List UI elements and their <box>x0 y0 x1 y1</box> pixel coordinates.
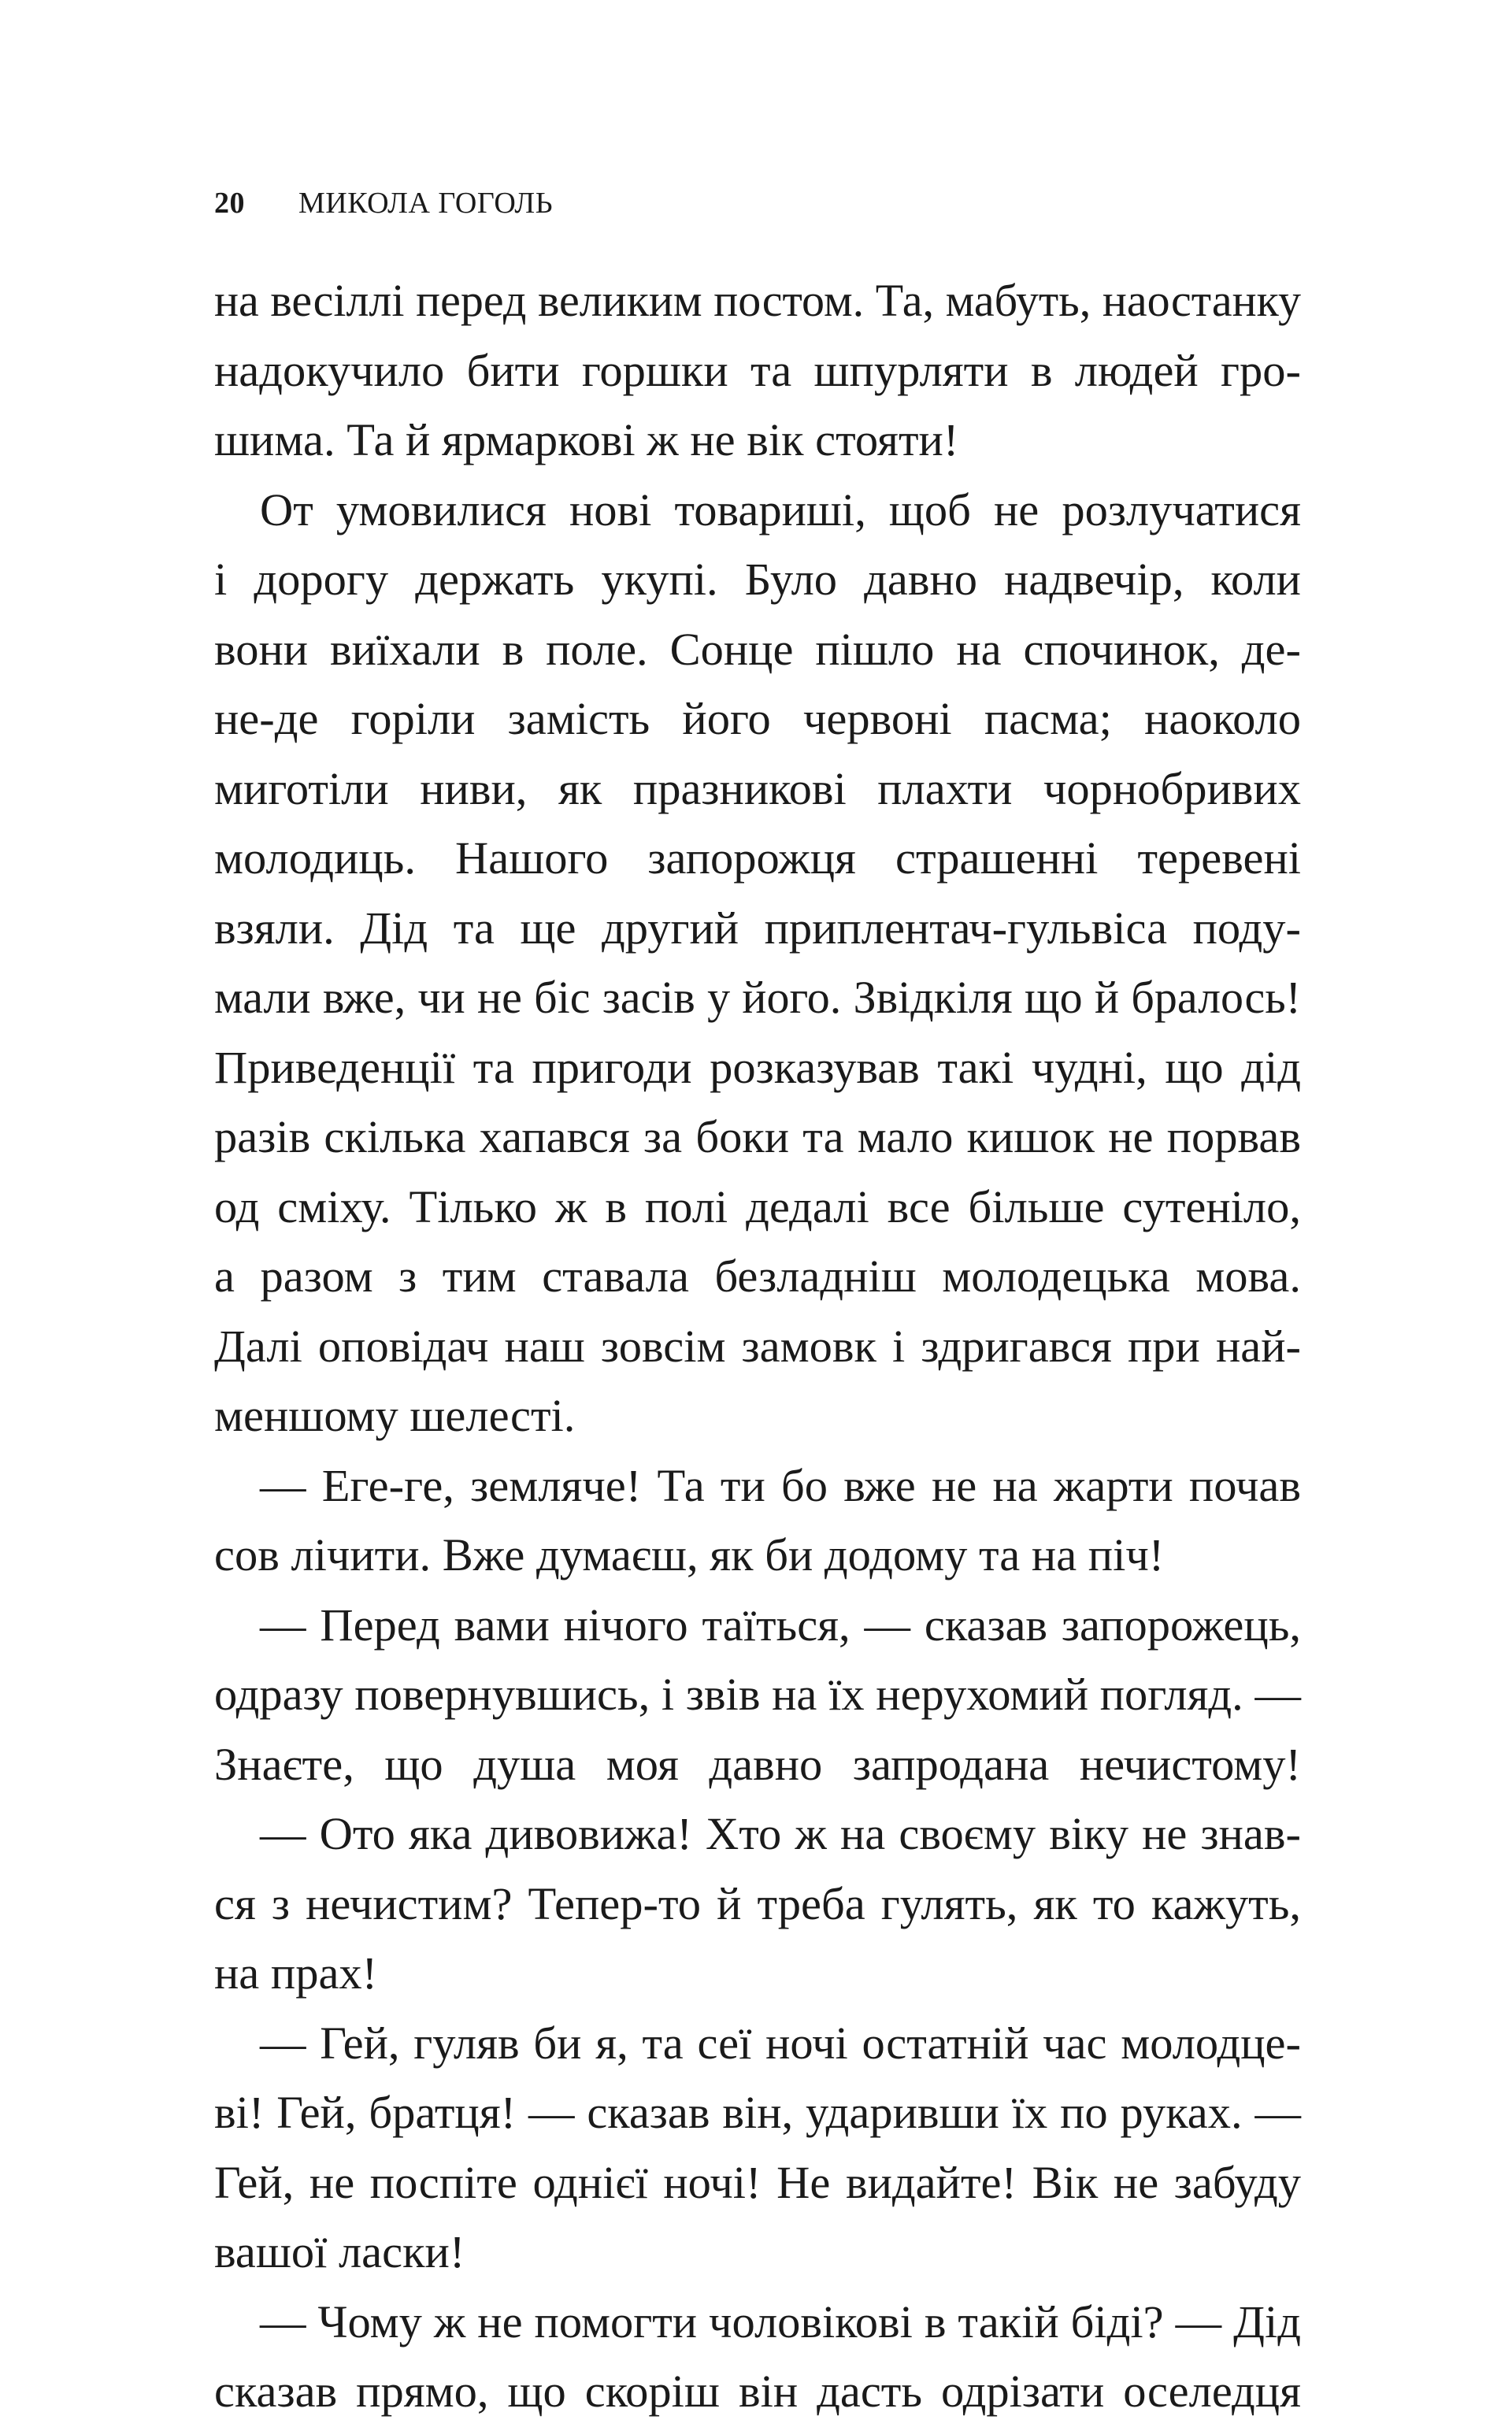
text-line: сов лічити. Вже думаєш, як би додому та на піч! <box>214 1529 1165 1580</box>
text-line: мали вже, чи не біс засів у його. Звідкіля що й бралось! <box>214 972 1301 1023</box>
text-line: миготіли ниви, як празникові плахти чорнобривих <box>214 762 1301 814</box>
text-line: на прах! <box>214 1947 378 1999</box>
text-line: ся з нечистим? Тепер-то й треба гулять, як то кажуть, <box>214 1877 1301 1929</box>
text-line: Приведенції та пригоди розказував такі чудні, що дід <box>214 1041 1301 1093</box>
text-line: меншому шелесті. <box>214 1390 576 1441</box>
text-line: і дорогу держать укупі. Було давно надвечір, коли <box>214 554 1301 605</box>
text-line: молодиць. Нашого запорожця страшенні теревені <box>214 832 1301 884</box>
text-line: вони виїхали в поле. Сонце пішло на спочинок, де- <box>214 623 1301 675</box>
text-line: не-де горіли замість його червоні пасма; наоколо <box>214 693 1301 744</box>
text-line: Знаєте, що душа моя давно запродана нечистому! <box>214 1738 1301 1790</box>
text-line: одразу повернувшись, і звів на їх нерухомий погляд. — <box>214 1669 1301 1720</box>
text-line: — Гей, гуляв би я, та сеї ночі остатній час молодце- <box>260 2017 1301 2069</box>
text-line: надокучило бити горшки та шпурляти в людей гро- <box>214 344 1301 396</box>
body-text <box>214 266 1301 2427</box>
text-line: — Ото яка дивовижа! Хто ж на своєму віку не знав- <box>260 1808 1301 1859</box>
text-line: — Перед вами нічого таїться, — сказав запорожець, <box>260 1599 1301 1651</box>
text-line: сказав прямо, що скоріш він дасть одрізати оселедця <box>214 2366 1301 2417</box>
text-line: разів скілька хапався за боки та мало кишок не порвав <box>214 1111 1301 1162</box>
text-line: ві! Гей, братця! — сказав він, ударивши їх по руках. — <box>214 2087 1301 2138</box>
text-line: взяли. Дід та ще другий приплентач-гульвіса поду- <box>214 902 1301 954</box>
page-number: 20 <box>214 187 245 220</box>
text-line: шима. Та й ярмаркові ж не вік стояти! <box>214 414 959 465</box>
running-header <box>214 186 553 220</box>
text-line: — Еге-ге, земляче! Та ти бо вже не на жарти почав <box>260 1459 1301 1511</box>
text-line: од сміху. Тілько ж в полі дедалі все більше сутеніло, <box>214 1180 1301 1232</box>
text-line: — Чому ж не помогти чоловікові в такій біді? — Дід <box>260 2295 1301 2347</box>
text-line: Далі оповідач наш зовсім замовк і здригався при най- <box>214 1320 1301 1372</box>
text-line: От умовилися нові товариші, щоб не розлучатися <box>260 484 1301 535</box>
text-line: вашої ласки! <box>214 2226 465 2277</box>
text-line: а разом з тим ставала безладніш молодецька мова. <box>214 1251 1301 1302</box>
text-line: на весіллі перед великим постом. Та, мабуть, наостанку <box>214 275 1301 326</box>
running-title: МИКОЛА ГОГОЛЬ <box>298 187 554 220</box>
text-line: Гей, не поспіте однієї ночі! Не видайте! Вік не забуду <box>214 2156 1301 2208</box>
